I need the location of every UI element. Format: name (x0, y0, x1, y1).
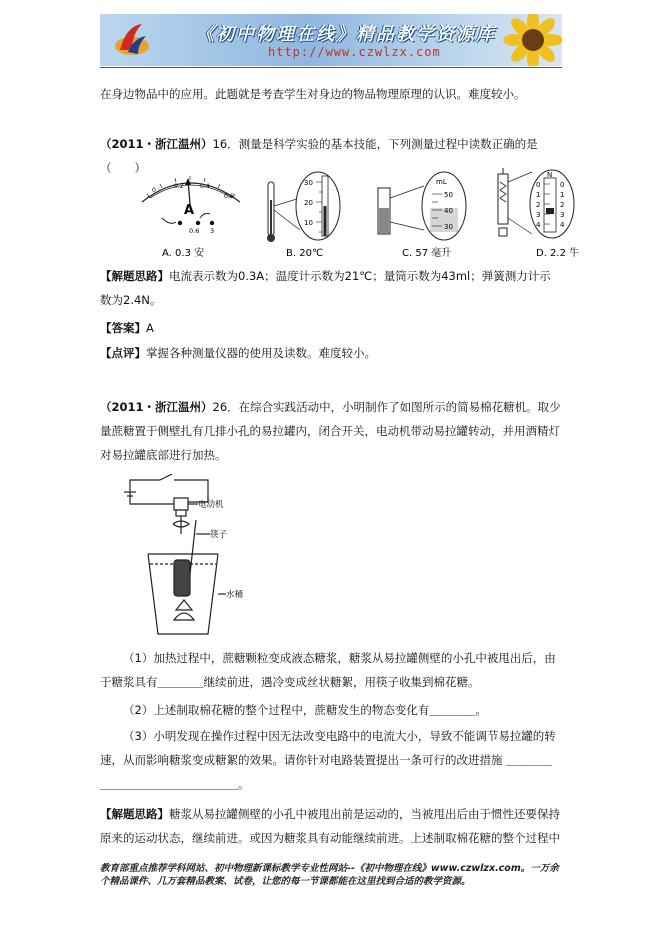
answer-tag: 【答案】 (100, 321, 146, 335)
thermometer (267, 172, 340, 242)
chopstick-label: 筷子 (210, 530, 228, 540)
q26-sub3: （3）小明发现在操作过程中因无法改变电路中的电流大小，导致不能调节易拉罐的转速，从而影响糖浆变成糖絮的效果。请你针对电路装置提出一条可行的改进措施 ＿＿＿＿＿＿＿＿＿＿＿＿＿＿＿＿。 (100, 729, 556, 791)
spring-tick-left: 1 (536, 191, 541, 199)
thermo-tick-label: 10 (304, 219, 313, 227)
q26-analysis (100, 802, 562, 850)
q26-sub1: （1）加热过程中，蔗糖颗粒变成液态糖浆，糖浆从易拉罐侧壁的小孔中被甩出后，由于糖浆具有＿＿＿＿继续前进，遇冷变成丝状糖絮，用筷子收集到棉花糖。 (100, 651, 556, 689)
option-c: C. 57 毫升 (402, 248, 452, 259)
answer-text: A (146, 321, 154, 335)
spring-tick-right: 2 (560, 201, 565, 209)
ammeter-tick-label: 0 (152, 187, 156, 194)
q26-source: （2011・浙江温州） (100, 400, 213, 414)
option-d: D. 2.2 牛 (536, 248, 580, 259)
q26-text: 26．在综合实践活动中，小明制作了如图所示的简易棉花糖机。取少量蔗糖置于侧壁扎有几排小孔的易拉罐内，闭合开关，电动机带动易拉罐转动，并用酒精灯对易拉罐底部进行加热。 (100, 400, 561, 462)
comment-text: 掌握各种测量仪器的使用及读数。难度较小。 (146, 346, 376, 360)
ammeter (142, 176, 240, 235)
cylinder-tick-label: 30 (444, 223, 453, 231)
intro-paragraph: 在身边物品中的应用。此题就是考查学生对身边的物品物理原理的认识。难度较小。 (100, 87, 526, 101)
header-rule (100, 67, 562, 68)
q16-text: 16．测量是科学实验的基本技能，下列测量过程中读数正确的是（ ） (100, 137, 538, 175)
spring-tick-left: 0 (536, 181, 541, 189)
analysis-text: 糖浆从易拉罐侧壁的小孔中被甩出前是运动的，当被甩出后由于惯性还要保持原来的运动状态，继续前进。或因为糖浆具有动能继续前进。上述制取棉花糖的整个过程中 (100, 807, 560, 845)
thermo-tick-label: 20 (304, 199, 313, 207)
spring-tick-right: 1 (560, 191, 565, 199)
spring-tick-right: 0 (560, 181, 565, 189)
option-b: B. 20℃ (286, 248, 324, 259)
ammeter-tick-label: 0.4 (200, 183, 210, 190)
option-a: A. 0.3 安 (162, 248, 205, 259)
spring-tick-right: 3 (560, 211, 565, 219)
comment-tag: 【点评】 (100, 346, 146, 360)
spring-unit: N (547, 171, 553, 179)
site-url[interactable]: http://www.czwlzx.com (268, 45, 441, 59)
thermo-tick-label: 30 (304, 179, 313, 187)
cylinder-tick-label: 40 (444, 207, 453, 215)
spring-tick-right: 4 (560, 221, 565, 229)
site-logo-icon (112, 20, 152, 60)
ammeter-tick-label: 0.2 (174, 183, 184, 190)
sunflower-icon (498, 14, 562, 66)
analysis-tag: 【解题思路】 (100, 269, 169, 283)
q16-source: （2011・浙江温州） (100, 137, 213, 151)
analysis-tag: 【解题思路】 (100, 807, 169, 821)
header-banner (100, 14, 562, 66)
analysis-text: 电流表示数为0.3A；温度计示数为21℃；量筒示数为43ml；弹簧测力计示数为2.4N。 (100, 269, 551, 307)
q16-answer (100, 316, 562, 340)
bucket-label: 水桶 (226, 590, 244, 600)
ammeter-terminal: 3 (210, 227, 215, 235)
q16-figure (140, 168, 590, 260)
q26-sub2: （2）上述制取棉花糖的整个过程中，蔗糖发生的物态变化有＿＿＿＿。 (123, 703, 487, 717)
q16-comment (100, 341, 562, 365)
q26-question (100, 395, 562, 467)
motor-label: 电动机 (198, 500, 224, 510)
spring-tick-left: 4 (536, 221, 541, 229)
spring-tick-left: 2 (536, 201, 541, 209)
q26-figure (118, 474, 258, 644)
ammeter-terminal: 0.6 (189, 227, 200, 235)
spring-scale (498, 168, 574, 238)
cylinder-tick-label: 50 (444, 191, 453, 199)
measuring-cylinder (378, 172, 466, 240)
page-footer: 教育部重点推荐学科网站、初中物理新课标教学专业性网站--《初中物理在线》www.czwlzx.com。一万余个精品课件、几万套精品教案、试卷，让您的每一节课都能在这里找到合适的教学资源。 (100, 863, 559, 887)
ammeter-letter: A (184, 203, 195, 218)
spring-tick-left: 3 (536, 211, 541, 219)
ammeter-tick-label: 0.6 (224, 193, 234, 200)
cylinder-unit: mL (436, 178, 447, 186)
site-title: 《初中物理在线》精品教学资源库 (196, 24, 496, 45)
q16-analysis (100, 264, 562, 312)
